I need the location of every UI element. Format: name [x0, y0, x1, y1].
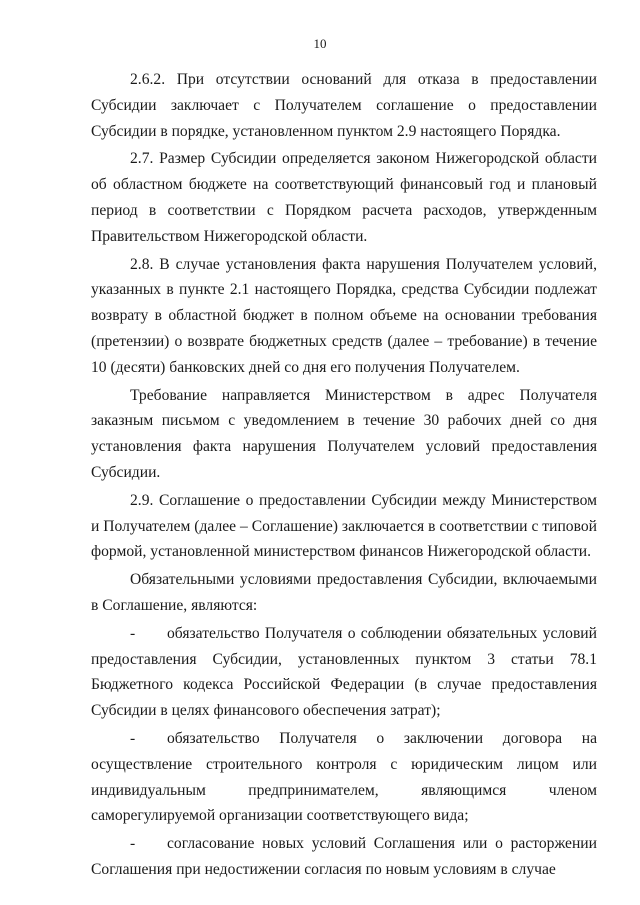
list-dash: -: [130, 835, 136, 853]
document-body: [91, 67, 597, 885]
list-item-text: обязательство Получателя о соблюдении обязательных условий предоставления Субсидии, установленных пунктом 3 статьи 78.1 Бюджетного кодекса Российской Федерации (в случае предоставления Субсидии в целях финансового обеспечения затрат);: [91, 624, 597, 720]
paragraph-requirement: Требование направляется Министерством в адрес Получателя заказным письмом с уведомлением в течение 30 рабочих дней со дня установления факта нарушения Получателем условий предоставления Субсидии.: [91, 386, 597, 481]
paragraph-2-9: 2.9. Соглашение о предоставлении Субсидии между Министерством и Получателем (далее – Соглашение) заключается в соответствии с типовой формой, установленной министерством финансов Нижегородской области.: [91, 491, 597, 561]
list-item-text: согласование новых условий Соглашения или о расторжении Соглашения при недостижении согласия по новым условиям в случае: [91, 835, 597, 878]
list-item: [91, 831, 597, 883]
page-number: 10: [313, 36, 327, 51]
paragraph-mandatory-conditions: Обязательными условиями предоставления Субсидии, включаемыми в Соглашение, являются:: [91, 571, 597, 614]
list-dash: -: [130, 624, 136, 642]
paragraph-2-7: 2.7. Размер Субсидии определяется законом Нижегородской области об областном бюджете на соответствующий финансовый год и плановый период в соответствии с Порядком расчета расходов, утвержденным Правительством Нижегородской области.: [91, 150, 597, 245]
paragraph-2-6-2: 2.6.2. При отсутствии оснований для отказа в предоставлении Субсидии заключает с Получателем соглашение о предоставлении Субсидии в порядке, установленном пунктом 2.9 настоящего Порядка.: [91, 71, 597, 140]
list-item-text: обязательство Получателя о заключении договора на осуществление строительного контроля с юридическим лицом или индивидуальным предпринимателем, являющимся членом саморегулируемой организации соответствующего вида;: [91, 729, 597, 825]
list-item: [91, 621, 597, 724]
paragraph-2-8: 2.8. В случае установления факта нарушения Получателем условий, указанных в пункте 2.1 настоящего Порядка, средства Субсидии подлежат возврату в областной бюджет в полном объеме на основании требования (претензии) о возврате бюджетных средств (далее – требование) в течение 10 (десяти) банковских дней со дня его получения Получателем.: [91, 255, 597, 376]
list-dash: -: [130, 729, 136, 747]
list-item: [91, 726, 597, 829]
